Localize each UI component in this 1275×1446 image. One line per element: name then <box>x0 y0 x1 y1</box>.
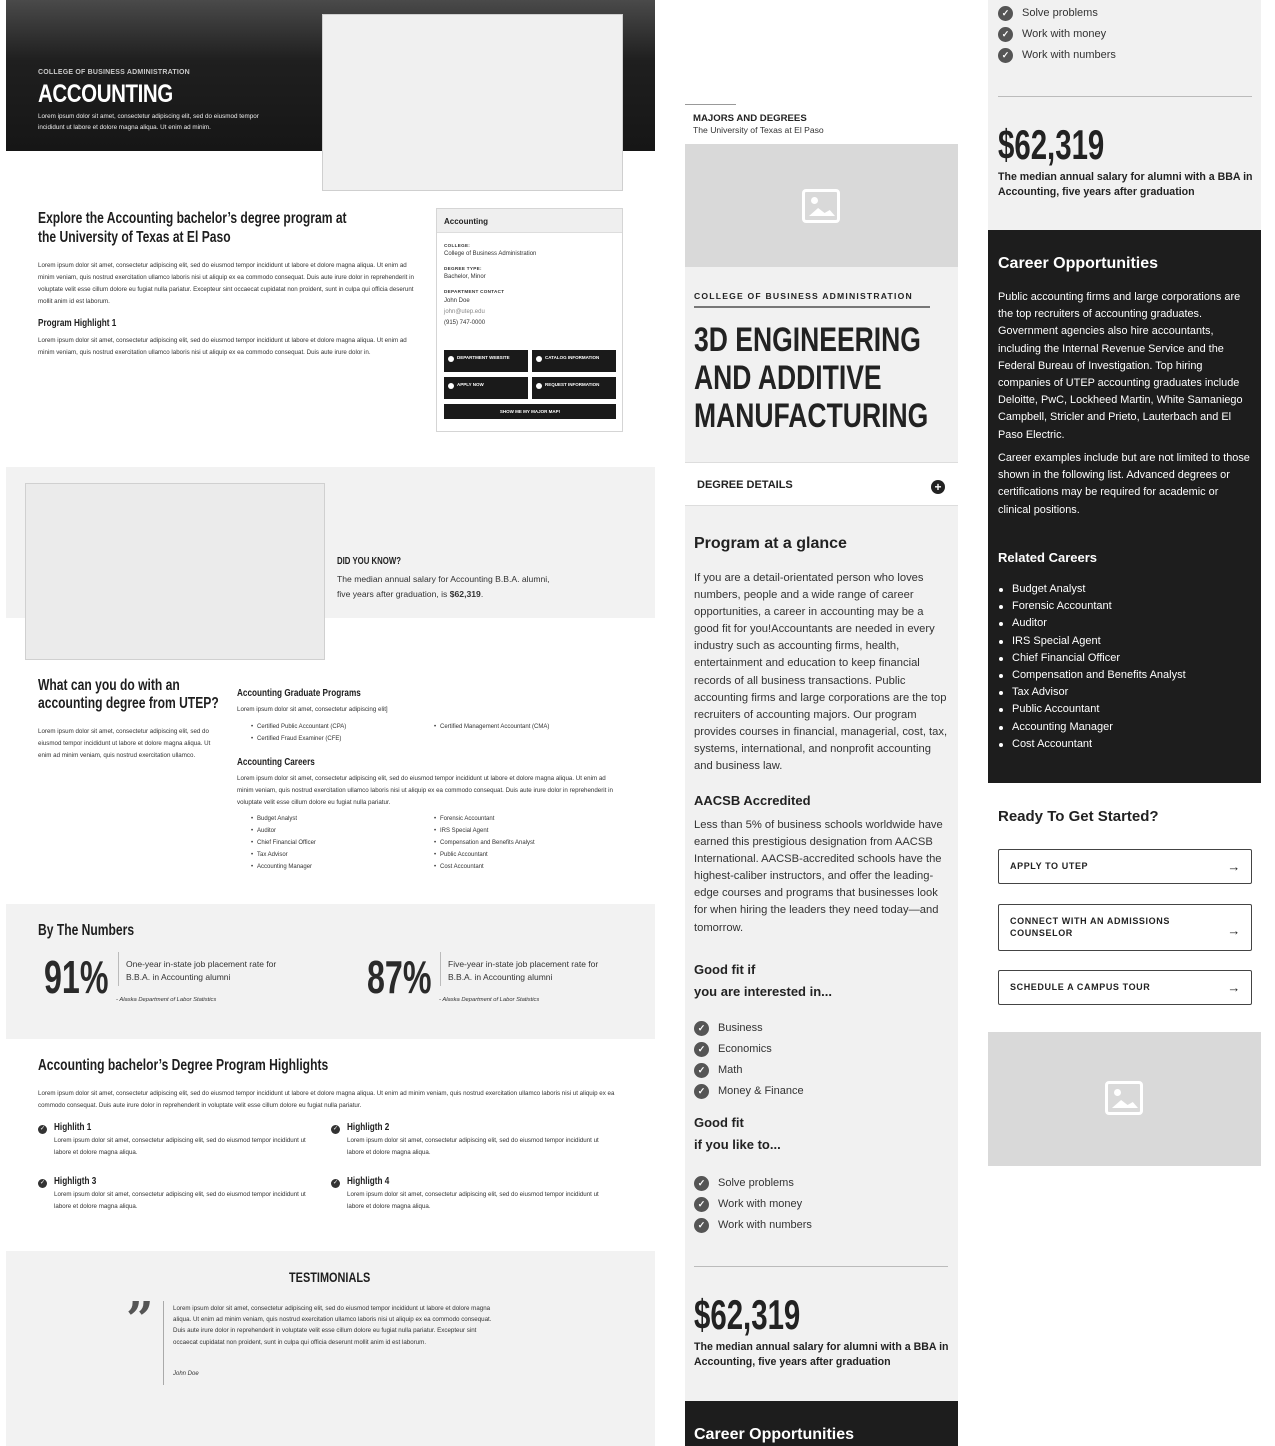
highlight-title: Highlith 1 <box>54 1121 92 1133</box>
salary-rule <box>694 1266 948 1267</box>
related-career-item: Tax Advisor <box>998 684 1186 701</box>
details-panel <box>685 506 958 1401</box>
department-website-button[interactable] <box>444 350 528 372</box>
college-label: COLLEGE: <box>444 243 471 248</box>
salary-value: $62,319 <box>694 1291 801 1338</box>
college-rule <box>694 306 930 308</box>
did-you-know-heading: DID YOU KNOW? <box>337 556 401 567</box>
program-title-line-3: MANUFACTURING <box>694 397 929 435</box>
career-item: • Auditor <box>241 825 316 837</box>
hero-text: Lorem ipsum dolor sit amet, consectetur adipiscing elit, sed do eiusmod tempor incididunt ut labore et dolore magna aliqua. Ut enim ad minim. <box>38 113 259 131</box>
stat-1-value: 91% <box>44 951 109 1003</box>
explore-heading: Explore the Accounting bachelor’s degree program at the University of Texas at El Paso <box>38 210 347 246</box>
fit-continued-panel <box>988 0 1261 230</box>
hero-title: ACCOUNTING <box>38 80 173 108</box>
what-can-you-do-heading: What can you do with an accounting degree from UTEP? <box>38 677 219 712</box>
career-item: • Public Accountant <box>424 849 535 861</box>
request-information-button[interactable] <box>532 377 616 399</box>
graduate-program-item: • Certified Management Accountant (CMA) <box>424 721 549 733</box>
graduate-programs-intro: Lorem ipsum dolor sit amet, consectetur adipiscing elit] <box>237 706 388 713</box>
related-career-item: Budget Analyst <box>998 581 1186 598</box>
fit-item: ✓ Solve problems <box>694 1173 812 1194</box>
quote-mark-icon: ” <box>126 1292 148 1348</box>
aacsb-heading: AACSB Accredited <box>694 793 811 808</box>
highlight-text: Lorem ipsum dolor sit amet, consectetur adipiscing elit, sed do eiusmod tempor incididunt ut labore et dolore magna aliqua. <box>347 1137 599 1156</box>
college-label: COLLEGE OF BUSINESS ADMINISTRATION <box>694 291 913 301</box>
book-icon <box>536 356 542 362</box>
check-circle-icon: ✓ <box>39 1126 46 1132</box>
testimonials-heading: TESTIMONIALS <box>289 1269 371 1285</box>
accounting-careers-heading: Accounting Careers <box>237 756 315 768</box>
testimonial-author: John Doe <box>173 1371 199 1377</box>
degree-label: DEGREE TYPE: <box>444 266 482 271</box>
glance-body: If you are a detail-orientated person who loves numbers, people and a wide range of career opportunities, a career in accounting may be a good fit for you!Accountants are needed in every industry such as accounting firms, health, entertainment and education to keep financial records of all business transactions. Public accounting firms and large corporations are the top recruiters of accounting majors. Our program provides courses in financial, managerial, cost, tax, systems, international, and nonprofit accounting and business law. <box>694 572 948 773</box>
request-information-label: REQUEST INFORMATION <box>545 382 600 387</box>
program-info-card <box>436 208 623 432</box>
check-circle-icon: ✓ <box>39 1180 46 1186</box>
highlight-text: Lorem ipsum dolor sit amet, consectetur adipiscing elit, sed do eiusmod tempor incididunt ut labore et dolore magna aliqua. <box>54 1137 306 1156</box>
careers-list-1 <box>241 813 316 873</box>
fit-likes-list-continued <box>998 3 1116 66</box>
fit-item: ✓ Work with money <box>998 24 1116 45</box>
highlights-heading: Accounting bachelor’s Degree Program Highlights <box>38 1057 329 1074</box>
related-career-item: Auditor <box>998 615 1186 632</box>
fit-item: ✓ Work with money <box>694 1194 812 1215</box>
hero-image-placeholder <box>322 14 623 191</box>
check-circle-icon: ✓ <box>332 1126 339 1132</box>
career-item: • Tax Advisor <box>241 849 316 861</box>
career-item: • Compensation and Benefits Analyst <box>424 837 535 849</box>
image-icon <box>1105 1081 1143 1115</box>
hero-kicker: COLLEGE OF BUSINESS ADMINISTRATION <box>38 69 190 76</box>
fit-interests-heading: Good fit if you are interested in... <box>694 962 832 999</box>
fit-item: ✓ Economics <box>694 1039 804 1060</box>
related-careers-heading: Related Careers <box>998 550 1097 565</box>
catalog-information-button[interactable] <box>532 350 616 372</box>
fit-likes-list <box>694 1173 812 1236</box>
career-item: • IRS Special Agent <box>424 825 535 837</box>
career-opportunities-band <box>685 1401 958 1446</box>
aacsb-body: Less than 5% of business schools worldwide have earned this prestigious designation from AACSB International. AACSB-accredited schools have the highest-caliber instructors, and offer the leading-edge courses and programs that businesses look for when hiring the leaders they need today—and tomorrow. <box>694 819 943 934</box>
career-opportunities-text-2: Career examples include but are not limited to those shown in the following list. Advanced degrees or certifications may be required for academic or clinical positions. <box>998 452 1250 516</box>
career-item: • Chief Financial Officer <box>241 837 316 849</box>
stat-2-divider <box>440 952 441 986</box>
college-value: College of Business Administration <box>444 251 537 257</box>
career-item: • Cost Accountant <box>424 861 535 873</box>
contact-name: John Doe <box>444 298 470 304</box>
program-highlight-heading: Program Highlight 1 <box>38 317 117 329</box>
apply-now-button[interactable] <box>444 377 528 399</box>
arrow-right-icon: → <box>1227 979 1241 995</box>
related-career-item: Cost Accountant <box>998 736 1186 753</box>
fit-item: ✓ Solve problems <box>998 3 1116 24</box>
graduate-program-item: • Certified Fraud Examiner (CFE) <box>241 733 346 745</box>
link-icon <box>448 356 454 362</box>
fit-item: ✓ Math <box>694 1060 804 1081</box>
highlight-title: Highligth 3 <box>54 1175 97 1187</box>
major-map-label: SHOW ME MY MAJOR MAP! <box>499 409 561 414</box>
major-map-button[interactable] <box>444 404 616 419</box>
related-career-item: Public Accountant <box>998 701 1186 718</box>
check-circle-icon: ✓ <box>332 1180 339 1186</box>
fit-item: ✓ Business <box>694 1018 804 1039</box>
degree-value: Bachelor, Minor <box>444 274 486 280</box>
highlight-title: Highligth 2 <box>347 1121 390 1133</box>
plus-icon[interactable]: + <box>931 480 945 494</box>
highlights-intro: Lorem ipsum dolor sit amet, consectetur adipiscing elit, sed do eiusmod tempor incididunt ut labore et dolore magna aliqua. Ut enim ad minim veniam, quis nostrud exercitation ullamco laboris nisi ut aliquip ex ea commodo consequat. Duis aute irure dolor in reprehenderit in voluptate velit esse cillum dolore eu fugiat nulla pariatur. <box>38 1090 615 1109</box>
graduate-programs-list-1 <box>241 721 346 745</box>
tour-label: SCHEDULE A CAMPUS TOUR <box>1010 982 1151 992</box>
by-the-numbers-heading: By The Numbers <box>38 922 135 939</box>
program-title-line-2: AND ADDITIVE <box>694 359 882 397</box>
highlight-text: Lorem ipsum dolor sit amet, consectetur adipiscing elit, sed do eiusmod tempor incididunt ut labore et dolore magna aliqua. <box>54 1191 306 1210</box>
contact-label: DEPARTMENT CONTACT <box>444 289 505 294</box>
testimonial-quote: Lorem ipsum dolor sit amet, consectetur adipiscing elit, sed do eiusmod tempor incididunt ut labore et dolore magna aliqua. Ut enim ad minim veniam, quis nostrud exercitation ullamco laboris nisi ut aliquip ex ea commodo consequat. Duis aute irure dolor in reprehenderit in voluptate velit esse cillum dolore eu fugiat nulla pariatur. Excepteur sint occaecat cupidatat non proident, sunt in culpa qui officia deserunt mollit anim id est laborum. <box>173 1305 492 1346</box>
campus-tour-button[interactable] <box>998 970 1252 1005</box>
stat-1-text: One-year in-state job placement rate for B.B.A. in Accounting alumni <box>126 959 277 982</box>
degree-details-accordion[interactable] <box>685 462 958 506</box>
stat-2-source: - Alaska Department of Labor Statistics <box>439 997 540 1003</box>
mobile-mockup-top <box>685 0 958 1446</box>
salary-caption: The median annual salary for alumni with a BBA in Accounting, five years after graduation <box>998 171 1253 198</box>
image-icon <box>802 189 840 223</box>
related-career-item: Accounting Manager <box>998 719 1186 736</box>
program-image-placeholder <box>685 144 958 267</box>
mobile-mockup-bottom <box>988 0 1261 1446</box>
related-career-item: Forensic Accountant <box>998 598 1186 615</box>
arrow-right-icon: → <box>1227 858 1241 874</box>
salary-rule <box>998 96 1252 97</box>
graduate-programs-heading: Accounting Graduate Programs <box>237 687 361 699</box>
desktop-mockup <box>6 0 655 1446</box>
fit-likes-heading: Good fit if you like to... <box>694 1115 781 1152</box>
fit-interests-list <box>694 1018 804 1102</box>
related-career-item: Chief Financial Officer <box>998 650 1186 667</box>
career-opportunities-heading: Career Opportunities <box>694 1426 855 1443</box>
stat-1-source: - Alaska Department of Labor Statistics <box>116 997 217 1003</box>
careers-list-2 <box>424 813 535 873</box>
info-icon <box>536 383 542 389</box>
graduate-program-item: • Certified Public Accountant (CPA) <box>241 721 346 733</box>
degree-details-label: DEGREE DETAILS <box>697 479 793 491</box>
eyebrow-rule <box>685 104 736 105</box>
apply-to-utep-button[interactable] <box>998 849 1252 884</box>
fit-item: ✓ Money & Finance <box>694 1081 804 1102</box>
graduate-programs-list-2 <box>424 721 549 733</box>
university-name: The University of Texas at El Paso <box>693 125 824 135</box>
program-highlight-body: Lorem ipsum dolor sit amet, consectetur adipiscing elit, sed do eiusmod tempor incididunt ut labore et dolore magna aliqua. Ut enim ad minim veniam, quis nostrud exercitation ullamco laboris nisi ut aliquip ex ea commodo consequat. Duis aute irure dolor in. <box>38 337 407 356</box>
fit-item: ✓ Work with numbers <box>998 45 1116 66</box>
contact-email[interactable]: john@utep.edu <box>444 309 485 315</box>
related-career-item: Compensation and Benefits Analyst <box>998 667 1186 684</box>
accounting-careers-body: Lorem ipsum dolor sit amet, consectetur adipiscing elit, sed do eiusmod tempor incididunt ut labore et dolore magna aliqua. Ut enim ad minim veniam, quis nostrud exercitation ullamco laboris nisi ut aliquip ex ea commodo consequat. Duis aute irure dolor in reprehenderit in voluptate velit esse cillum dolore eu fugiat nulla pariatur. <box>237 775 613 806</box>
title-block <box>685 267 958 462</box>
quote-divider <box>163 1301 164 1385</box>
apply-label: APPLY TO UTEP <box>1010 861 1089 871</box>
glance-heading: Program at a glance <box>694 535 847 552</box>
career-opportunities-text-1: Public accounting firms and large corporations are the top recruiters of accounting graduates. Government agencies also hire accountants, including the Internal Revenue Service and the Federal Bureau of Investigation. Top hiring companies of UTEP accounting graduates include Deloitte, PwC, Lockheed Martin, White Samaniego Campbell, Stricler and Prieto, Lauterbach and El Paso Electric. <box>998 291 1243 441</box>
arrow-right-icon: → <box>1227 922 1241 938</box>
footer-image-placeholder <box>988 1032 1261 1166</box>
check-icon <box>448 383 454 389</box>
department-website-label: DEPARTMENT WEBSITE <box>457 355 510 360</box>
did-you-know-text: The median annual salary for Accounting B.B.A. alumni, five years after graduation, is $62,319. <box>337 574 550 599</box>
stat-2-text: Five-year in-state job placement rate for B.B.A. in Accounting alumni <box>448 959 599 982</box>
salary-value: $62,319 <box>998 121 1105 168</box>
related-careers-list <box>998 581 1186 753</box>
career-item: • Accounting Manager <box>241 861 316 873</box>
did-you-know-image-placeholder <box>25 483 325 660</box>
highlight-text: Lorem ipsum dolor sit amet, consectetur adipiscing elit, sed do eiusmod tempor incididunt ut labore et dolore magna aliqua. <box>347 1191 599 1210</box>
fit-item: ✓ Work with numbers <box>694 1215 812 1236</box>
eyebrow: MAJORS AND DEGREES <box>693 113 807 124</box>
card-title: Accounting <box>437 209 622 233</box>
apply-now-label: APPLY NOW <box>457 382 484 387</box>
salary-caption: The median annual salary for alumni with a BBA in Accounting, five years after graduation <box>694 1341 949 1368</box>
stat-1-divider <box>118 952 119 986</box>
career-item: • Forensic Accountant <box>424 813 535 825</box>
stat-2-value: 87% <box>367 951 432 1003</box>
explore-body: Lorem ipsum dolor sit amet, consectetur adipiscing elit, sed do eiusmod tempor incididunt ut labore et dolore magna aliqua. Ut enim ad minim veniam, quis nostrud exercitation ullamco laboris nisi ut aliquip ex ea commodo consequat. Duis aute irure dolor in reprehenderit in voluptate velit esse cillum dolore eu fugiat nulla pariatur. Excepteur sint occaecat cupidatat non proident, sunt in culpa qui officia deserunt mollit anim id est laborum. <box>38 262 414 305</box>
contact-phone: (915) 747-0000 <box>444 320 486 326</box>
highlight-title: Highligth 4 <box>347 1175 390 1187</box>
career-opportunities-section <box>988 230 1261 783</box>
what-can-you-do-body: Lorem ipsum dolor sit amet, consectetur adipiscing elit, sed do eiusmod tempor incididunt ut labore et dolore magna aliqua. Ut enim ad minim veniam, quis nostrud exercitation ullamco. <box>38 728 211 759</box>
program-title-line-1: 3D ENGINEERING <box>694 321 921 359</box>
catalog-information-label: CATALOG INFORMATION <box>545 355 600 360</box>
career-opportunities-heading: Career Opportunities <box>998 255 1159 272</box>
career-item: • Budget Analyst <box>241 813 316 825</box>
connect-counselor-button[interactable] <box>998 904 1252 951</box>
ready-heading: Ready To Get Started? <box>998 808 1159 825</box>
connect-label: CONNECT WITH AN ADMISSIONS COUNSELOR <box>1010 916 1170 938</box>
related-career-item: IRS Special Agent <box>998 633 1186 650</box>
